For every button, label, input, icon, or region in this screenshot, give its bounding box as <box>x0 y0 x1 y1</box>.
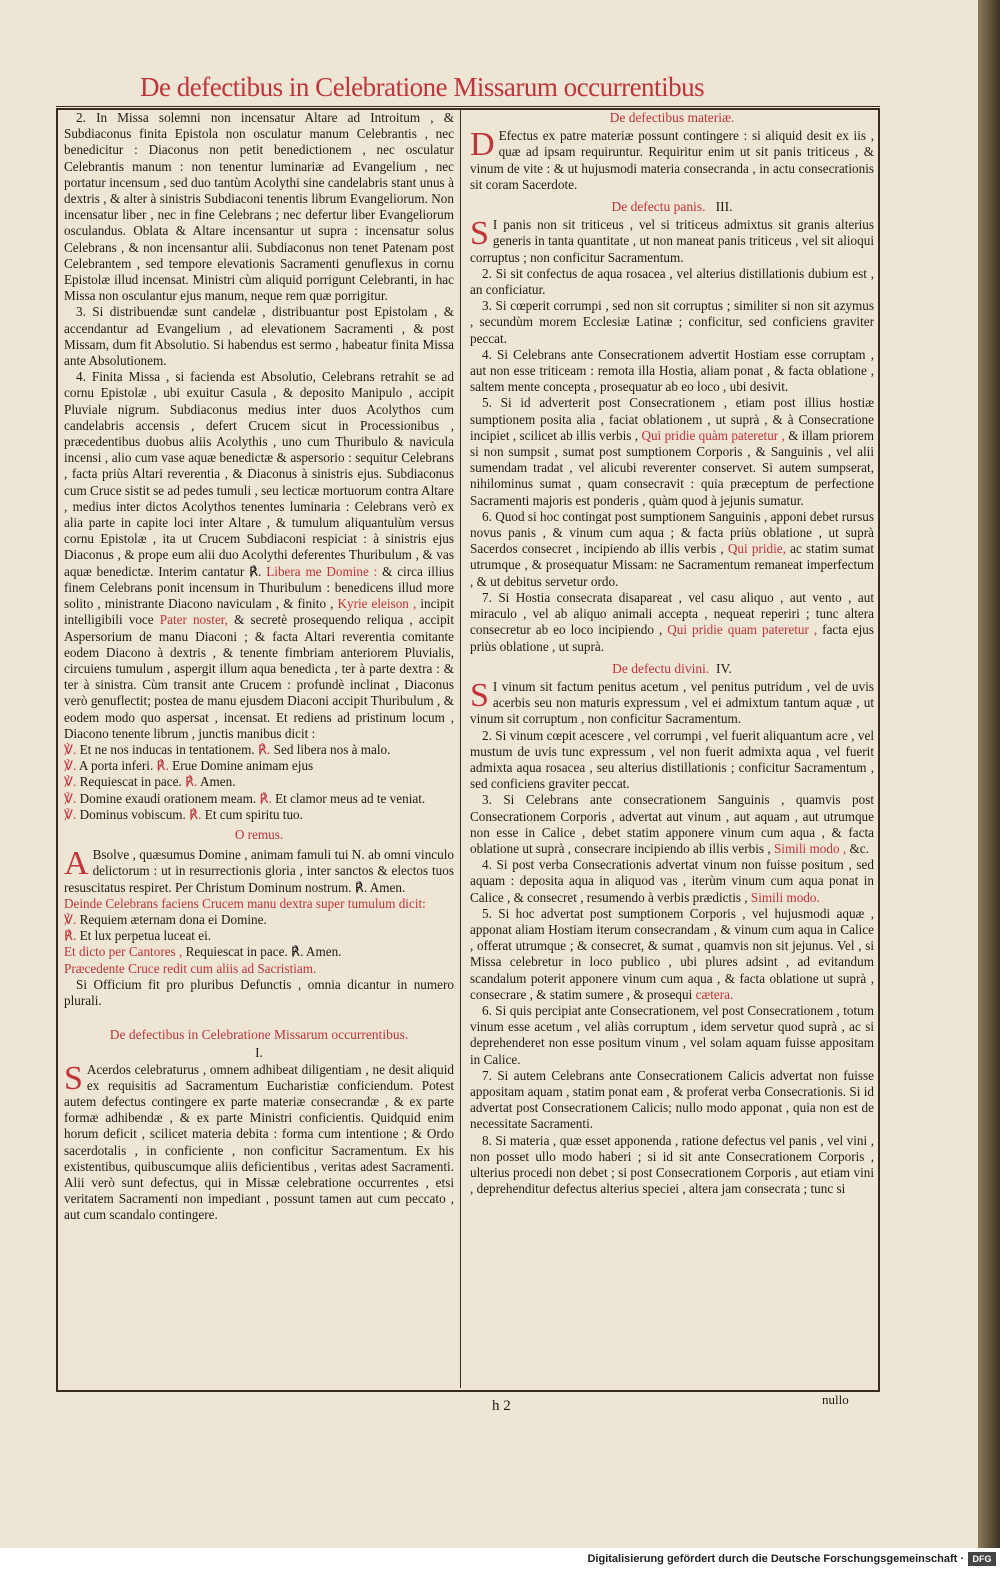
response-text: Et lux perpetua luceat ei. <box>79 928 212 944</box>
section-heading-defectibus: De defectibus in Celebratione Missarum occurrentibus. <box>109 1027 409 1043</box>
versicle-text: Et ne nos inducas in tentationem. <box>79 741 255 757</box>
rubric-qui-pridie-1: Qui pridie quàm pateretur , <box>641 427 785 443</box>
versicle-symbol: ℣. <box>64 790 77 806</box>
materiae-drop-cap: D <box>470 126 495 164</box>
response-text: Erue Domine animam ejus <box>172 758 314 774</box>
response-symbol: ℟. <box>64 928 77 944</box>
paragraph-3: 3. Si distribuendæ sunt candelæ , distribuantur post Epistolam , & accendantur ad Evangelium , ad elevationem Sacramenti , & post Missam, dum fit Absolutio. Si habendus est sermo , habeatur finita Missa ante Absolutionem. <box>64 304 454 369</box>
vini-paragraph-2: 2. Si vinum cœpit acescere , vel corrumpi , vel fuerit aliquantum acre , vel mustum de uvis tunc expressum , vel non fuerit admixta aqua , vel fuerit admixta aqua rosacea , seu alterius distillationis ; conficitur Sacramentum , sed conficiens graviter peccat. <box>470 727 874 792</box>
si-officium-note: Si Officium fit pro pluribus Defunctis , omnia dicantur in numero plurali. <box>64 976 454 1008</box>
heading-vini-text: De defectu divini. <box>612 660 710 676</box>
panis-paragraph-7 <box>470 590 874 655</box>
panis-6a: 6. Quod si hoc contingat post sumptionem Sanguinis , apponi debet rursus novus panis , & vinum cum aqua ; & facta priùs oblatione , ut suprà Sacerdos consecret , incipiendo ab illis verbis , <box>470 508 874 557</box>
vini-paragraph-7: 7. Si autem Celebrans ante Consecrationem Calicis advertat non fuisse appositam aquam , statim ponat eam , & proferat verba Consecrationis. Si id advertat post Consecrationem Calicis; nullo modo apponat , quia non est de necessitate Sacramenti. <box>470 1067 874 1132</box>
versicle-symbol: ℣. <box>64 774 77 790</box>
rubric-simili-1: Simili modo , <box>773 840 847 856</box>
vini-paragraph-6: 6. Si quis percipiat ante Consecrationem, vel post Consecrationem , totum vinum esse acetum , vel aliàs corruptum , idem servetur quod suprà , ac si deprehenderet non esse positum vinum , vel solam aquam fuisse appositam in Calice. <box>470 1002 874 1067</box>
vini-paragraph-1 <box>470 676 874 728</box>
section-heading-vini <box>470 661 874 677</box>
rubric-qui-pridie-2: Qui pridie, <box>727 541 786 557</box>
response-text: Amen. <box>200 774 236 790</box>
panis-paragraph-5 <box>470 395 874 508</box>
versicle-line <box>64 774 454 790</box>
paragraph-4-part-a: 4. Finita Missa , si facienda est Absolutio, Celebrans retrahit se ad cornu Epistolæ , ubi exuitur Casula , & deposito Manipulo , accipit Pluviale nigrum. Subdiaconus medius inter duos Acolythos cum candelabris accensis , defert Crucem sicut in Processionibus , præcedentibus duobus aliis Acolythis , uno cum Thuribulo & navicula incensi , alio cum vase aquæ benedictæ & aspersorio : sequitur Celebrans , facta priùs Altari reverentia , & Diaconus à sinistris ejus. Subdiaconus cum Cruce sistit se ad pedes tumuli , seu lecticæ mortuorum contra Altare , medius inter dictos Acolythos tenentes luminaria : Celebrans verò ex alia parte in capite loci inter Altare , & tumulum aliquantulùm versus cornu Epistolæ , ita ut Crucem Subdiaconi respiciat : à sinistris ejus Diaconus , & prope eum alii duo Acolythi deferentes Thuribulum , & vas aquæ benedictæ. Interim cantatur ℟. <box>64 369 454 579</box>
paragraph-4-part-c: incipit intelligibili voce <box>64 596 455 628</box>
vini-drop-cap: S <box>470 676 489 714</box>
vini-1-text: I vinum sit factum penitus acetum , vel penitus putridum , vel de uvis acerbis seu non maturis expressum , vel ei admixtum tantum aquæ , ut vinum sit corruptum , non conficitur Sacramentum. <box>470 678 874 727</box>
requiescat-line <box>64 944 454 960</box>
catchword: nullo <box>822 1392 849 1407</box>
signature-mark: h 2 <box>492 1398 511 1414</box>
panis-paragraph-6 <box>470 509 874 590</box>
section-number-IV: IV. <box>715 660 732 676</box>
materiae-text: Efectus ex patre materiæ possunt contingere : si aliquid desit ex iis , quæ ad ipsam requiruntur. Requiritur enim ut sit panis triticeus , & vinum de vite : & ut hujusmodi materia consecranda , in actu consecrationis sit coram Sacerdote. <box>470 128 874 192</box>
oremus-heading: O remus. <box>234 826 284 842</box>
panis-paragraph-1 <box>470 217 874 266</box>
response-text: Sed libera nos à malo. <box>273 741 391 757</box>
absolve-text: Bsolve , quæsumus Domine , animam famuli tui N. ab omni vinculo delictorum : ut in resurrectionis gloria , inter sanctos & electos tuos resuscitatus respiret. Per Christum Dominum nostrum. ℟. Amen. <box>64 847 454 895</box>
panis-1-text: I panis non sit triticeus , vel si triticeus admixtus sit granis alterius generis in tanta quantitate , ut non maneat panis triticeus , vel sit alioqui corruptus ; non conficitur Sacramentum. <box>470 217 874 265</box>
dfg-logo-icon: DFG <box>968 1552 996 1566</box>
paragraph-4-part-d: & secretè prosequendo reliqua , accipit Aspersorium de manu Diaconi ; & facta Altari reverentia comitante eodem Diacono à dextris , & tenente fimbriam anteriorem Pluvialis, circuiens tumulum , aspergit illum aqua benedicta , ter à parte dextra : & ter à sinistra. Cùm transit ante Crucem : profundè inclinat , Diaconus verò genuflectit; postea de manu ejusdem Diaconi accipit Thuribulum , & eodem modo quo aspersat , incensat. Et rediens ad pristinum locum , Diacono tenente librum , junctis manibus dicit : <box>64 612 454 741</box>
section-heading-panis <box>470 199 874 215</box>
rubric-et-dicto: Et dicto per Cantores , <box>64 944 183 960</box>
column-divider <box>460 110 461 1388</box>
book-spine <box>978 0 1000 1548</box>
versicle-line <box>64 807 454 823</box>
versicle-symbol: ℣. <box>64 911 77 927</box>
section-number-I: I. <box>255 1045 263 1061</box>
panis-paragraph-2: 2. Si sit confectus de aqua rosacea , vel alterius distillationis dubium est , an conficiatur. <box>470 265 874 298</box>
response-symbol: ℟. <box>259 790 272 806</box>
absolve-drop-cap: A <box>64 845 89 883</box>
paragraph-4 <box>64 369 454 742</box>
response-symbol: ℟. <box>189 806 202 822</box>
panis-5b: & illam priorem si non sumpsit , sumat post sumptionem Corporis , & Sanguinis , vel alii sumendam tradat , vel alicubi reverenter conservet. Si autem sumpserat, nihilominus sumat , quam consecravit : quia præceptum de perfectione Sacramenti majoris est ponderis , quàm quod à jejunis sumatur. <box>470 427 875 508</box>
paragraph-4-part-b: & circa illius finem Celebrans ponit incensum in Thuribulum : benedicens illud more solito , ministrante Diacono naviculam , & finito , <box>64 563 455 612</box>
rubric-praecedente: Præcedente Cruce redit cum aliis ad Sacristiam. <box>64 960 317 976</box>
response-text: Et cum spiritu tuo. <box>204 806 303 822</box>
panis-6b: ac statim sumat utrumque , & prosequatur Missam: ne Sacramentum remaneat imperfectum , & ut debitus servetur ordo. <box>470 541 874 589</box>
paragraph-2: 2. In Missa solemni non incensatur Altare ad Introitum , & Subdiaconus finita Epistola non osculatur manum Celebrantis , nec benedicitur : Diaconus non petit benedictionem , nec osculatur Celebrantis manum : non tenentur luminariæ ad Evangelium , nec portatur incensum , sed duo tantùm Acolythi sine candelabris stant unus à dextris , & alter à sinistris Subdiaconi tenentis librum Evangeliorum. Non incensatur liber , nec in fine Celebrans ; nec defertur liber Evangeliorum osculandus. Oblata & Altare incensantur ut supra : incensatur solus Celebrans , & non incensantur alii. Subdiaconus non tenet Patenam post Celebrantem , sed tempore elevationis Sacramenti genuflexus in cornu Epistolæ illud incensat. Ministri cùm aliquid porrigunt Celebranti, in hac Missa non osculantur ejus manum, neque rem quæ porrigitur. <box>64 110 454 304</box>
section-number-III: III. <box>715 199 733 215</box>
rubric-libera: Libera me Domine : <box>266 563 378 579</box>
vini-5a: 5. Si hoc advertat post sumptionem Corporis , vel hujusmodi aquæ , apponat aliam Hostiam iterum consecrandam , & vinum cum aqua in Calice , offerat utrumque ; & consecret, & sumat , quamvis non sit jejunus. Vel , si Missa celebretur in loco publico , ubi plures adsint , ad evitandum scandalum poterit apponere vinum cum aqua , & facta oblatione ut suprà , consecrare , & statim sumere , & prosequi <box>470 905 874 1002</box>
absolve-prayer <box>64 847 454 896</box>
panis-paragraph-3: 3. Si cœperit corrumpi , sed non sit corruptus ; similiter si non sit azymus , secundùm morem Ecclesiæ Latinæ ; conficitur, sed conficiens graviter peccat. <box>470 298 874 346</box>
response-symbol: ℟. <box>258 741 271 757</box>
vini-3b: &c. <box>849 840 869 856</box>
panis-5a: 5. Si id adverterit post Consecrationem , etiam post illius hostiæ sumptionem posita alia , faciat oblationem , ut suprà , & à Consecratione incipiet , scilicet ab illis verbis , <box>470 395 874 443</box>
versicle-text: Requiem æternam dona ei Domine. <box>79 911 267 927</box>
footer-credit: Digitalisierung gefördert durch die Deutsche Forschungsgemeinschaft · <box>587 1553 964 1565</box>
heading-panis-text: De defectu panis. <box>611 199 706 215</box>
response-text: Et clamor meus ad te veniat. <box>275 790 426 806</box>
vini-paragraph-4 <box>470 857 874 906</box>
section-heading-materiae: De defectibus materiæ. <box>609 110 735 125</box>
rubric-kyrie: Kyrie eleison , <box>337 596 417 612</box>
rubric-deinde: Deinde Celebrans faciens Crucem manu dextra super tumulum dicit: <box>64 895 426 911</box>
vini-3a: 3. Si Celebrans ante consecrationem Sanguinis , quamvis post Consecrationem Corporis , advertat aut vinum , aut aquam , aut utrumque non esse in Calice , debet statim apponere vinum cum aqua , & facta oblatione ut suprà , consecrare incipiendo ab illis verbis , <box>470 792 874 856</box>
response-symbol: ℟. <box>156 758 169 774</box>
panis-7a: 7. Si Hostia consecrata disapareat , vel casu aliquo , aut vento , aut miraculo , vel ab aliquo animali accepta , nequeat reperiri ; tunc altera consecretur ab eo loco incipiendo , <box>470 589 874 638</box>
panis-paragraph-4: 4. Si Celebrans ante Consecrationem advertit Hostiam esse corruptam , aut non esse triticeam : remota illa Hostia, aliam ponat , & facta oblatione , saltem mente concepta , prosequatur ab eo loco , ubi desivit. <box>470 346 874 395</box>
versicle-line <box>64 758 454 774</box>
rubric-simili-2: Simili modo. <box>750 889 820 905</box>
vini-4a: 4. Si post verba Consecrationis advertat vinum non fuisse positum , sed aquam : deposita aqua in aliquod vas , iterùm vinum cum aqua ponat in Calice , & consecret , resumendo à verbis prædictis , <box>470 857 874 905</box>
versicle-symbol: ℣. <box>64 806 77 822</box>
right-column <box>470 110 874 1197</box>
requiescat-text: Requiescat in pace. ℟. Amen. <box>185 944 342 960</box>
response-line <box>64 928 454 944</box>
vini-paragraph-3 <box>470 792 874 857</box>
versicle-symbol: ℣. <box>64 741 77 757</box>
panis-7b: facta ejus priùs oblatione , ut suprà. <box>470 622 875 654</box>
versicle-text: Domine exaudi orationem meam. <box>79 790 257 806</box>
materiae-paragraph <box>470 128 874 193</box>
versicle-symbol: ℣. <box>64 758 77 774</box>
sacerdos-text: Acerdos celebraturus , omnem adhibeat diligentiam , ne desit aliquid ex requisitis ad Sacramentum Eucharistiæ conficiendum. Potest autem defectus contingere ex parte materiæ consecrandæ , & ex parte formæ adhibendæ , & ex parte Ministri conficientis. Quidquid enim horum deficit , scilicet materia debita : forma cum intentione ; & Ordo sacerdotalis , in conficiente , non conficitur Sacramentum. Ex his existentibus, quibuscumque aliis deficientibus , veritas adest Sacramenti. Alii verò sunt defectus, qui in Missæ celebratione occurrentes , etsi veritatem Sacramenti non impediant , possunt tamen aut cum peccato , aut cum scandalo contingere. <box>64 1061 454 1223</box>
versicle-text: Requiescat in pace. <box>79 774 182 790</box>
vini-paragraph-8: 8. Si materia , quæ esset apponenda , ratione defectus vel panis , vel vini , non posset ullo modo haberi ; si id sit ante Consecrationem Corporis , ulterius procedi non debet ; si post Consecrationem Corporis , aut etiam vini , deprehenditur defectus alterius speciei , altera jam consecrata ; tunc si <box>470 1132 874 1197</box>
rubric-caetera: cætera. <box>695 986 734 1002</box>
response-symbol: ℟. <box>185 774 198 790</box>
sacerdos-drop-cap: S <box>64 1059 83 1097</box>
versicle-text: Dominus vobiscum. <box>79 806 186 822</box>
sacerdos-paragraph <box>64 1059 454 1224</box>
panis-drop-cap: S <box>470 215 489 253</box>
frame-top-rule <box>56 106 880 107</box>
versicle-text: A porta inferi. <box>78 758 154 774</box>
versicle-line <box>64 791 454 807</box>
running-head: De defectibus in Celebratione Missarum occurrentibus <box>140 72 705 102</box>
vini-paragraph-5 <box>470 906 874 1003</box>
versicle-line <box>64 912 454 928</box>
versicle-line <box>64 742 454 758</box>
rubric-pater: Pater noster, <box>159 612 228 628</box>
rubric-qui-pridie-3: Qui pridie quam pateretur , <box>667 622 818 638</box>
left-column <box>64 110 454 1224</box>
